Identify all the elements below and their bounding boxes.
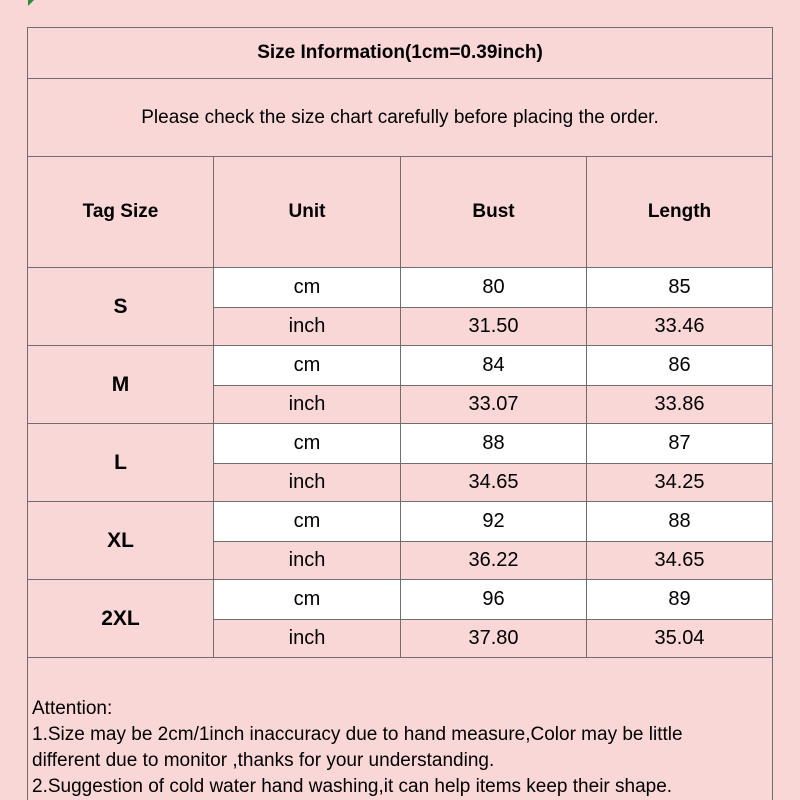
- grid-line: [27, 657, 773, 658]
- tag-size-cell: S: [113, 294, 128, 318]
- order-notice: Please check the size chart carefully before placing the order.: [141, 106, 659, 128]
- attention-notes: [32, 696, 792, 800]
- unit-cm-cell: cm: [214, 502, 400, 541]
- bust-inch-cell: 36.22: [401, 541, 586, 580]
- attention-line: 2.Suggestion of cold water hand washing,it can help items keep their shape.: [32, 776, 673, 797]
- bust-cm-cell: 88: [401, 424, 586, 463]
- length-inch-cell: 34.25: [587, 463, 772, 502]
- tag-size-cell: L: [114, 450, 127, 474]
- header-bust: Bust: [472, 201, 515, 222]
- bust-inch-cell: 37.80: [401, 619, 586, 658]
- unit-inch-cell: inch: [214, 619, 400, 658]
- grid-line: [213, 541, 773, 542]
- bust-cm-cell: 84: [401, 346, 586, 385]
- grid-line: [213, 619, 773, 620]
- length-cm-cell: 87: [587, 424, 772, 463]
- grid-line: [400, 156, 401, 657]
- length-cm-cell: 86: [587, 346, 772, 385]
- grid-line: [772, 27, 773, 800]
- grid-line: [213, 463, 773, 464]
- tag-size-cell: 2XL: [101, 606, 140, 630]
- bust-cm-cell: 80: [401, 268, 586, 307]
- length-inch-cell: 34.65: [587, 541, 772, 580]
- length-inch-cell: 33.46: [587, 307, 772, 346]
- grid-line: [213, 385, 773, 386]
- bust-cm-cell: 96: [401, 580, 586, 619]
- grid-line: [27, 501, 773, 502]
- length-inch-cell: 33.86: [587, 385, 772, 424]
- size-chart-title: Size Information(1cm=0.39inch): [257, 42, 543, 63]
- attention-heading: Attention:: [32, 698, 113, 719]
- tag-size-cell: M: [111, 372, 130, 396]
- unit-inch-cell: inch: [214, 541, 400, 580]
- grid-line: [27, 423, 773, 424]
- tag-size-cell: XL: [107, 528, 134, 552]
- length-cm-cell: 85: [587, 268, 772, 307]
- bust-inch-cell: 34.65: [401, 463, 586, 502]
- corner-marker-icon: [28, 0, 34, 6]
- grid-line: [27, 579, 773, 580]
- grid-line: [27, 27, 773, 28]
- unit-inch-cell: inch: [214, 385, 400, 424]
- attention-line: 1.Size may be 2cm/1inch inaccuracy due to hand measure,Color may be little: [32, 724, 683, 745]
- unit-cm-cell: cm: [214, 268, 400, 307]
- bust-inch-cell: 31.50: [401, 307, 586, 346]
- grid-line: [27, 345, 773, 346]
- length-cm-cell: 88: [587, 502, 772, 541]
- header-length: Length: [647, 201, 712, 222]
- length-inch-cell: 35.04: [587, 619, 772, 658]
- length-cm-cell: 89: [587, 580, 772, 619]
- grid-line: [27, 27, 28, 800]
- bust-inch-cell: 33.07: [401, 385, 586, 424]
- grid-line: [213, 307, 773, 308]
- unit-cm-cell: cm: [214, 346, 400, 385]
- bust-cm-cell: 92: [401, 502, 586, 541]
- header-tag-size: Tag Size: [82, 201, 159, 222]
- grid-line: [586, 156, 587, 657]
- unit-inch-cell: inch: [214, 307, 400, 346]
- header-unit: Unit: [288, 201, 326, 222]
- unit-cm-cell: cm: [214, 424, 400, 463]
- grid-line: [27, 78, 773, 79]
- grid-line: [213, 156, 214, 657]
- unit-inch-cell: inch: [214, 463, 400, 502]
- unit-cm-cell: cm: [214, 580, 400, 619]
- attention-line: different due to monitor ,thanks for your understanding.: [32, 750, 495, 771]
